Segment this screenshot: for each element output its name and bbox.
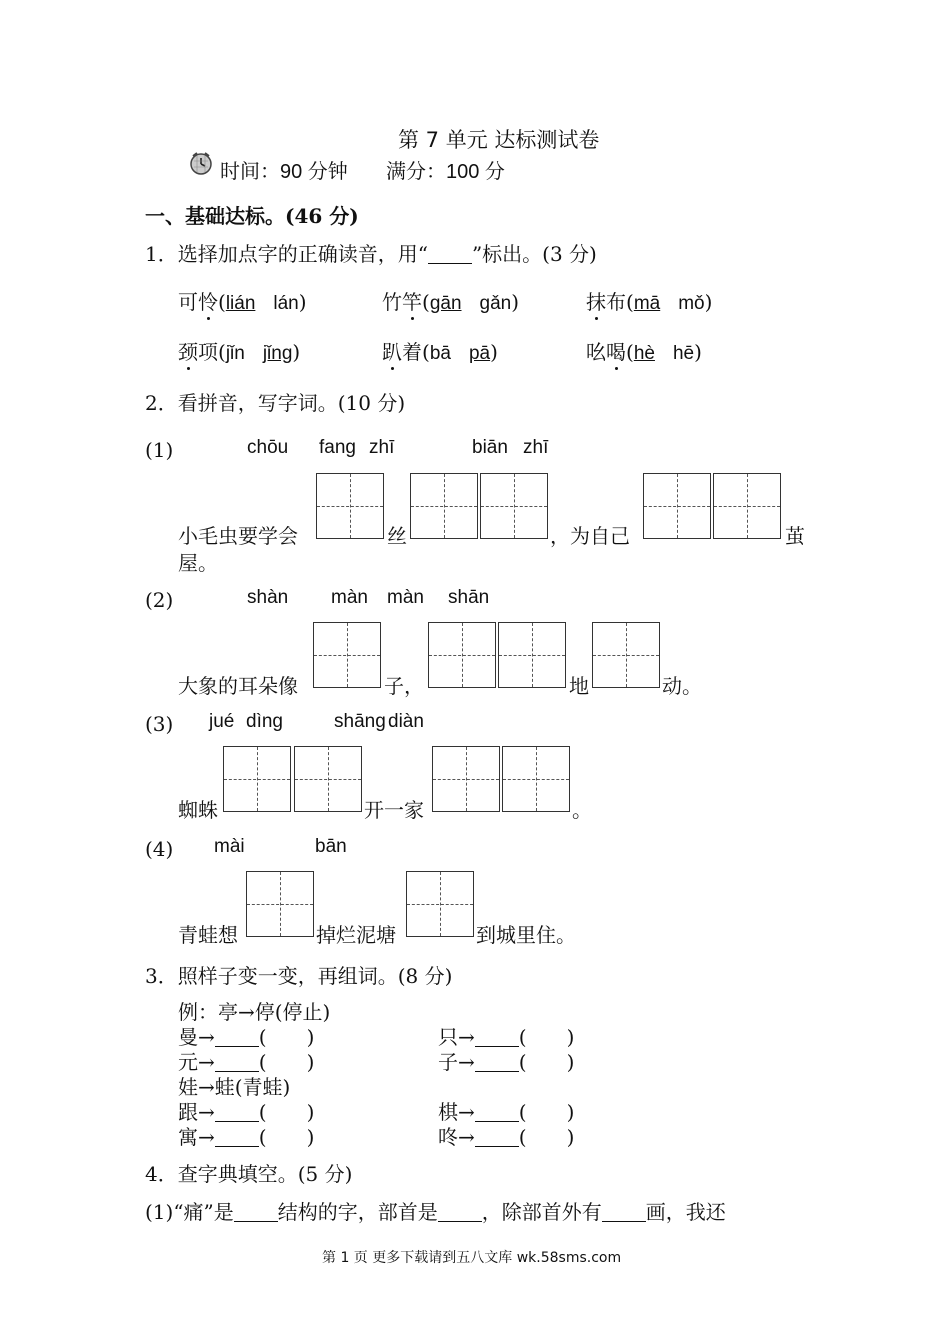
sentence-text: 小毛虫要学会	[178, 524, 298, 548]
transform-item: 棋→ ( )	[438, 1100, 575, 1124]
clock-icon	[188, 150, 214, 176]
sentence-text: 大象的耳朵像	[178, 674, 298, 698]
pinyin: mài	[214, 836, 245, 857]
writing-box[interactable]	[502, 746, 570, 812]
question-3-prompt: 3．照样子变一变，再组词。(8 分)	[145, 964, 453, 988]
question-2-prompt: 2．看拼音，写字词。(10 分)	[145, 391, 406, 415]
pinyin: shān	[448, 587, 490, 608]
pinyin: dìng	[246, 711, 283, 732]
writing-box[interactable]	[643, 473, 711, 539]
reading-item: 抹布(mā mǒ)	[586, 290, 713, 314]
sentence-text: 丝	[387, 524, 407, 548]
sentence-text: 开一家	[364, 798, 424, 822]
sentence-text: ，为自己	[550, 524, 630, 548]
writing-box[interactable]	[406, 871, 474, 937]
pinyin: biān	[472, 437, 508, 458]
sentence-text: 。	[572, 798, 592, 822]
reading-item: 可怜(lián lán)	[178, 290, 307, 314]
sub-number: (4)	[145, 837, 174, 861]
reading-item: 吆喝(hè hē)	[586, 340, 702, 364]
page-footer: 第 1 页 更多下载请到五八文库 wk.58sms.com	[322, 1250, 622, 1266]
pinyin: shāng	[334, 711, 386, 732]
pinyin: chōu	[247, 437, 289, 458]
transform-item: 只→ ( )	[438, 1025, 575, 1049]
writing-box[interactable]	[223, 746, 291, 812]
sentence-text: 青蛙想	[178, 923, 238, 947]
writing-box[interactable]	[294, 746, 362, 812]
sub-number: (2)	[145, 588, 174, 612]
writing-box[interactable]	[432, 746, 500, 812]
writing-box[interactable]	[713, 473, 781, 539]
pinyin: jué	[209, 711, 235, 732]
writing-box[interactable]	[592, 622, 660, 688]
example-line: 娃→蛙(青蛙)	[178, 1075, 291, 1099]
writing-box[interactable]	[316, 473, 384, 539]
sub-number: (3)	[145, 712, 174, 736]
transform-item: 咚→ ( )	[438, 1125, 575, 1149]
transform-item: 曼→ ( )	[178, 1025, 315, 1049]
pinyin: shàn	[247, 587, 289, 608]
writing-box[interactable]	[498, 622, 566, 688]
section-title: 一、基础达标。(46 分)	[145, 204, 359, 228]
pinyin: fang	[319, 437, 356, 458]
transform-item: 子→ ( )	[438, 1050, 575, 1074]
pinyin: zhī	[369, 437, 395, 458]
writing-box[interactable]	[246, 871, 314, 937]
sentence-text: 蜘蛛	[178, 798, 218, 822]
writing-box[interactable]	[313, 622, 381, 688]
reading-item: 竹竿(gān gǎn)	[382, 290, 520, 314]
sentence-text: 子，	[384, 674, 424, 698]
sub-number: (1)	[145, 438, 174, 462]
reading-item: 颈项(jǐn jǐng)	[178, 340, 301, 364]
writing-box[interactable]	[428, 622, 496, 688]
answer-blank[interactable]	[428, 243, 472, 264]
question-1-prompt: 1．选择加点字的正确读音，用“ ”标出。(3 分)	[145, 242, 597, 266]
pinyin: diàn	[388, 711, 424, 732]
sentence-text: 动。	[662, 674, 702, 698]
writing-box[interactable]	[480, 473, 548, 539]
transform-item: 元→ ( )	[178, 1050, 315, 1074]
sentence-text: 屋。	[178, 551, 218, 575]
time-limit: 时间：90 分钟	[220, 161, 348, 183]
sentence-text: 地	[569, 674, 589, 698]
sentence-text: 到城里住。	[476, 923, 576, 947]
page-title: 第 7 单元 达标测试卷	[398, 128, 600, 152]
writing-box[interactable]	[410, 473, 478, 539]
full-score: 满分：100 分	[386, 161, 505, 183]
example-line: 例：亭→停(停止)	[178, 1000, 331, 1024]
pinyin: màn	[387, 587, 424, 608]
question-4-line-1: (1)“痛”是 结构的字，部首是 ，除部首外有 画，我还	[145, 1200, 726, 1224]
reading-item: 趴着(bā pā)	[382, 340, 498, 364]
pinyin: zhī	[523, 437, 549, 458]
sentence-text: 掉烂泥塘	[316, 923, 396, 947]
transform-item: 寓→ ( )	[178, 1125, 315, 1149]
pinyin: màn	[331, 587, 368, 608]
pinyin: bān	[315, 836, 347, 857]
transform-item: 跟→ ( )	[178, 1100, 315, 1124]
sentence-text: 茧	[785, 524, 805, 548]
question-4-prompt: 4．查字典填空。(5 分)	[145, 1162, 353, 1186]
